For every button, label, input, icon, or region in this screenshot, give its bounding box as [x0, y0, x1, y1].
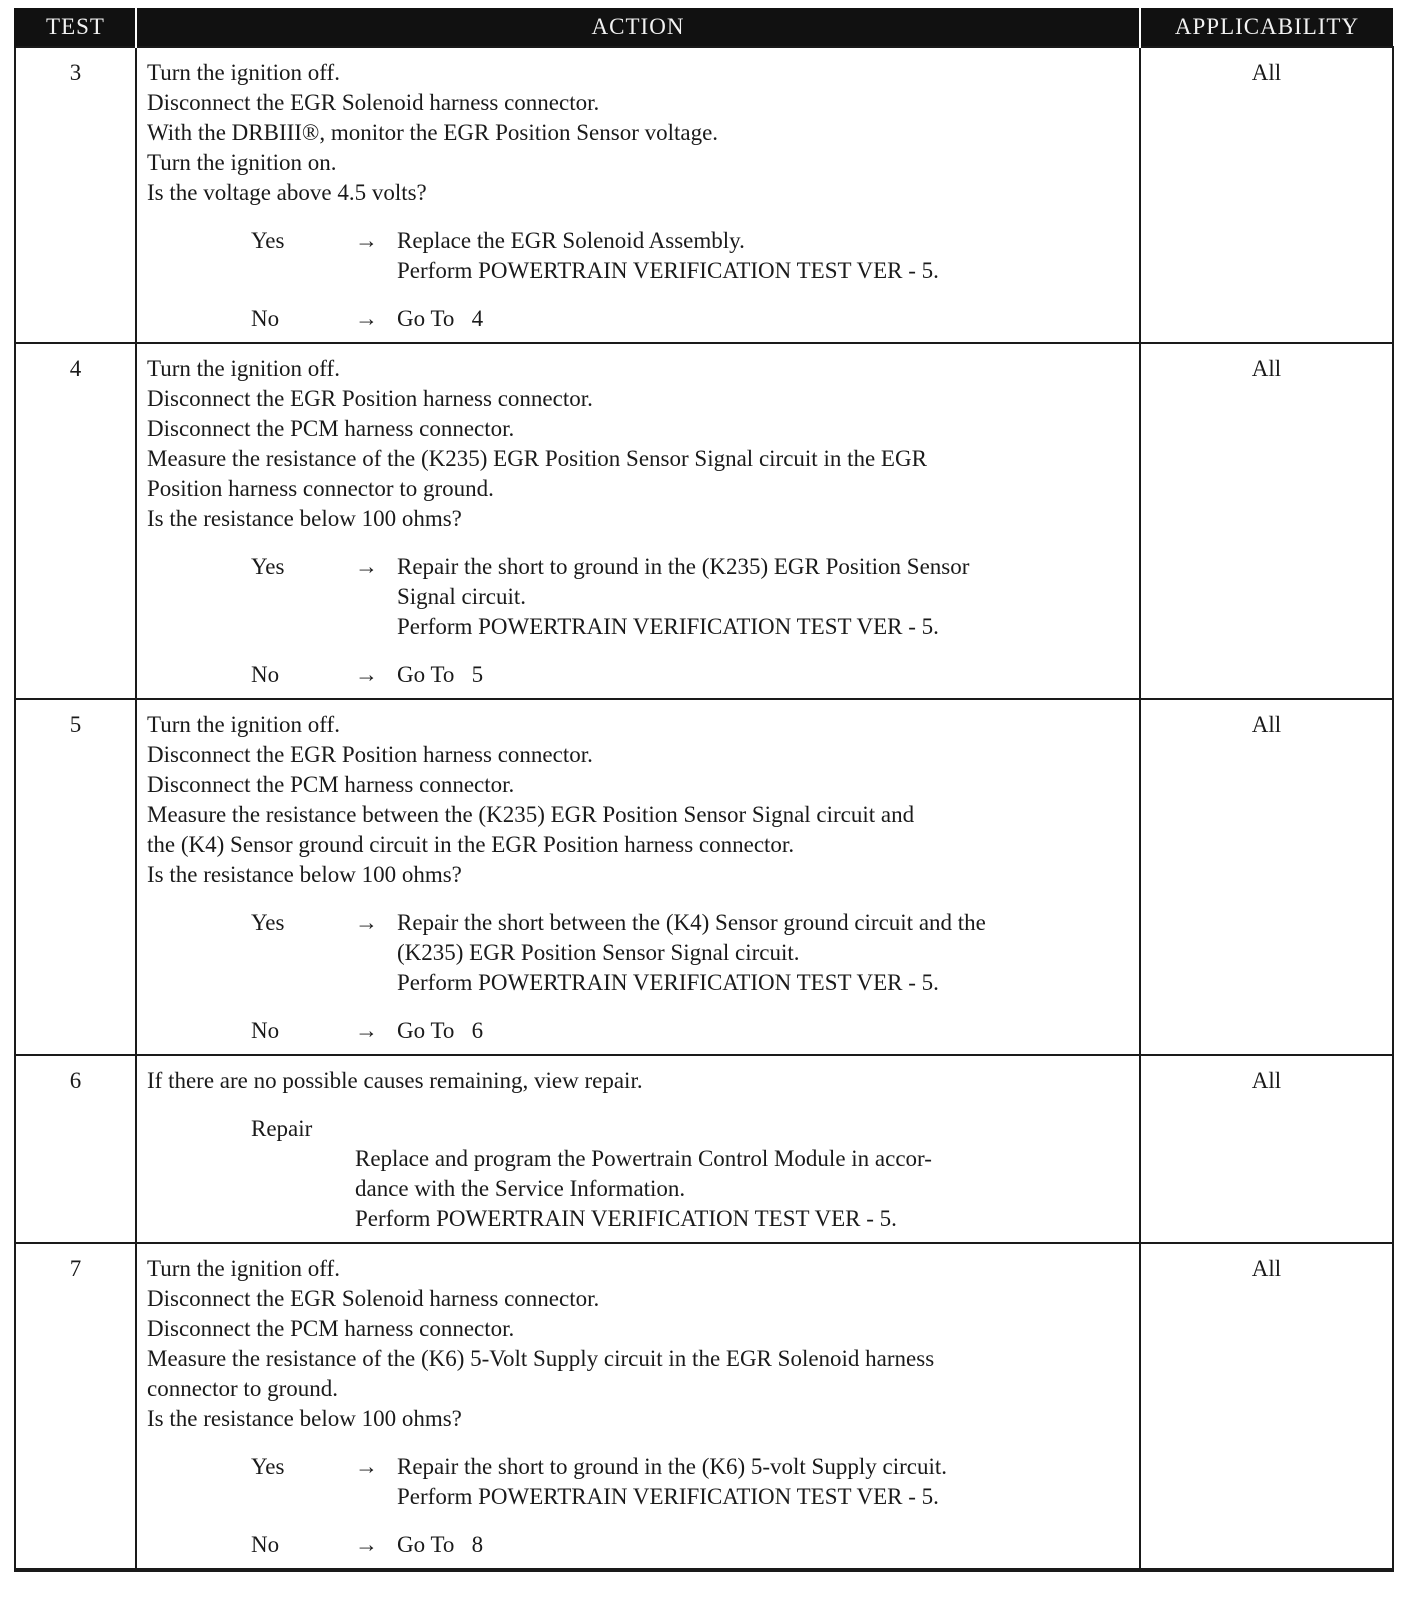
- table-row: [15, 343, 1393, 699]
- step-line: Disconnect the PCM harness connector.: [147, 772, 515, 797]
- table-body: [15, 47, 1393, 1570]
- header-test: TEST: [15, 8, 136, 47]
- step-line: Measure the resistance of the (K6) 5-Volt Supply circuit in the EGR Solenoid harness: [147, 1346, 935, 1371]
- step-line: Turn the ignition off.: [147, 712, 340, 737]
- applicability-value: All: [1140, 343, 1393, 699]
- step-line: Is the resistance below 100 ohms?: [147, 506, 462, 531]
- step-list: [147, 58, 1129, 208]
- arrow-right-icon: →: [355, 554, 378, 579]
- step-line: With the DRBIII®, monitor the EGR Position Sensor voltage.: [147, 120, 719, 145]
- step-line: Disconnect the EGR Solenoid harness connector.: [147, 1286, 600, 1311]
- test-number: 5: [15, 699, 136, 1055]
- diagnostic-test-table: [14, 8, 1394, 1572]
- test-number: 7: [15, 1243, 136, 1570]
- step-line: Measure the resistance of the (K235) EGR Position Sensor Signal circuit in the EGR: [147, 446, 927, 471]
- yes-action: [397, 552, 1129, 642]
- action-cell: [136, 699, 1140, 1055]
- table-row: [15, 1243, 1393, 1570]
- table-row: [15, 47, 1393, 343]
- yes-action-line: Perform POWERTRAIN VERIFICATION TEST VER - 5.: [397, 1484, 939, 1509]
- test-number: 4: [15, 343, 136, 699]
- yes-action: [397, 1452, 1129, 1512]
- yes-action-line: Replace the EGR Solenoid Assembly.: [397, 228, 745, 253]
- no-branch: [147, 1016, 1129, 1046]
- step-list: [147, 1066, 1129, 1096]
- repair-line: Replace and program the Powertrain Control Module in accor-: [355, 1146, 932, 1171]
- yes-action-line: Perform POWERTRAIN VERIFICATION TEST VER - 5.: [397, 970, 939, 995]
- yes-branch: [147, 552, 1129, 642]
- step-line: Measure the resistance between the (K235) EGR Position Sensor Signal circuit and: [147, 802, 915, 827]
- step-line: Turn the ignition on.: [147, 150, 337, 175]
- yes-action-line: Repair the short to ground in the (K235) EGR Position Sensor: [397, 554, 970, 579]
- yes-label: Yes: [251, 1454, 285, 1479]
- go-to-link[interactable]: Go To 4: [397, 306, 484, 331]
- yes-action: [397, 226, 1129, 286]
- table-header-row: [15, 8, 1393, 47]
- step-line: Position harness connector to ground.: [147, 476, 494, 501]
- action-cell: [136, 1055, 1140, 1243]
- step-list: [147, 354, 1129, 534]
- no-branch: [147, 660, 1129, 690]
- header-action: ACTION: [136, 8, 1140, 47]
- step-line: Is the resistance below 100 ohms?: [147, 862, 462, 887]
- arrow-right-icon: →: [355, 1532, 378, 1557]
- arrow-right-icon: →: [355, 662, 378, 687]
- step-line: If there are no possible causes remaining, view repair.: [147, 1068, 643, 1093]
- yes-action-line: Perform POWERTRAIN VERIFICATION TEST VER - 5.: [397, 614, 939, 639]
- no-label: No: [251, 662, 280, 687]
- test-number: 3: [15, 47, 136, 343]
- table-row: [15, 1055, 1393, 1243]
- arrow-right-icon: →: [355, 1018, 378, 1043]
- action-cell: [136, 47, 1140, 343]
- go-to-link[interactable]: Go To 5: [397, 662, 484, 687]
- repair-block: [147, 1114, 1129, 1234]
- action-cell: [136, 343, 1140, 699]
- step-line: Turn the ignition off.: [147, 356, 340, 381]
- header-applicability: APPLICABILITY: [1140, 8, 1393, 47]
- step-line: Disconnect the EGR Position harness connector.: [147, 386, 593, 411]
- step-line: Disconnect the EGR Position harness connector.: [147, 742, 593, 767]
- yes-branch: [147, 908, 1129, 998]
- no-branch: [147, 1530, 1129, 1560]
- arrow-right-icon: →: [355, 910, 378, 935]
- diagnostic-test-table-page: [14, 8, 1392, 1572]
- arrow-right-icon: →: [355, 1454, 378, 1479]
- no-label: No: [251, 1532, 280, 1557]
- yes-action-line: Repair the short between the (K4) Sensor ground circuit and the: [397, 910, 986, 935]
- no-label: No: [251, 1018, 280, 1043]
- test-number: 6: [15, 1055, 136, 1243]
- repair-line: dance with the Service Information.: [355, 1176, 686, 1201]
- yes-label: Yes: [251, 910, 285, 935]
- step-line: Disconnect the PCM harness connector.: [147, 1316, 515, 1341]
- step-line: Disconnect the PCM harness connector.: [147, 416, 515, 441]
- step-line: Disconnect the EGR Solenoid harness connector.: [147, 90, 600, 115]
- applicability-value: All: [1140, 1055, 1393, 1243]
- repair-label: Repair: [251, 1116, 313, 1141]
- step-list: [147, 710, 1129, 890]
- repair-line: Perform POWERTRAIN VERIFICATION TEST VER - 5.: [355, 1206, 897, 1231]
- yes-label: Yes: [251, 228, 285, 253]
- yes-action: [397, 908, 1129, 998]
- yes-action-line: (K235) EGR Position Sensor Signal circuit.: [397, 940, 800, 965]
- yes-branch: [147, 226, 1129, 286]
- go-to-link[interactable]: Go To 8: [397, 1532, 484, 1557]
- action-cell: [136, 1243, 1140, 1570]
- yes-branch: [147, 1452, 1129, 1512]
- no-label: No: [251, 306, 280, 331]
- table-row: [15, 699, 1393, 1055]
- arrow-right-icon: →: [355, 228, 378, 253]
- step-line: the (K4) Sensor ground circuit in the EGR Position harness connector.: [147, 832, 795, 857]
- yes-action-line: Signal circuit.: [397, 584, 527, 609]
- arrow-right-icon: →: [355, 306, 378, 331]
- step-list: [147, 1254, 1129, 1434]
- applicability-value: All: [1140, 47, 1393, 343]
- no-branch: [147, 304, 1129, 334]
- yes-action-line: Perform POWERTRAIN VERIFICATION TEST VER - 5.: [397, 258, 939, 283]
- step-line: Turn the ignition off.: [147, 1256, 340, 1281]
- step-line: Turn the ignition off.: [147, 60, 340, 85]
- step-line: Is the voltage above 4.5 volts?: [147, 180, 427, 205]
- applicability-value: All: [1140, 1243, 1393, 1570]
- step-line: Is the resistance below 100 ohms?: [147, 1406, 462, 1431]
- applicability-value: All: [1140, 699, 1393, 1055]
- yes-label: Yes: [251, 554, 285, 579]
- step-line: connector to ground.: [147, 1376, 338, 1401]
- go-to-link[interactable]: Go To 6: [397, 1018, 484, 1043]
- yes-action-line: Repair the short to ground in the (K6) 5-volt Supply circuit.: [397, 1454, 947, 1479]
